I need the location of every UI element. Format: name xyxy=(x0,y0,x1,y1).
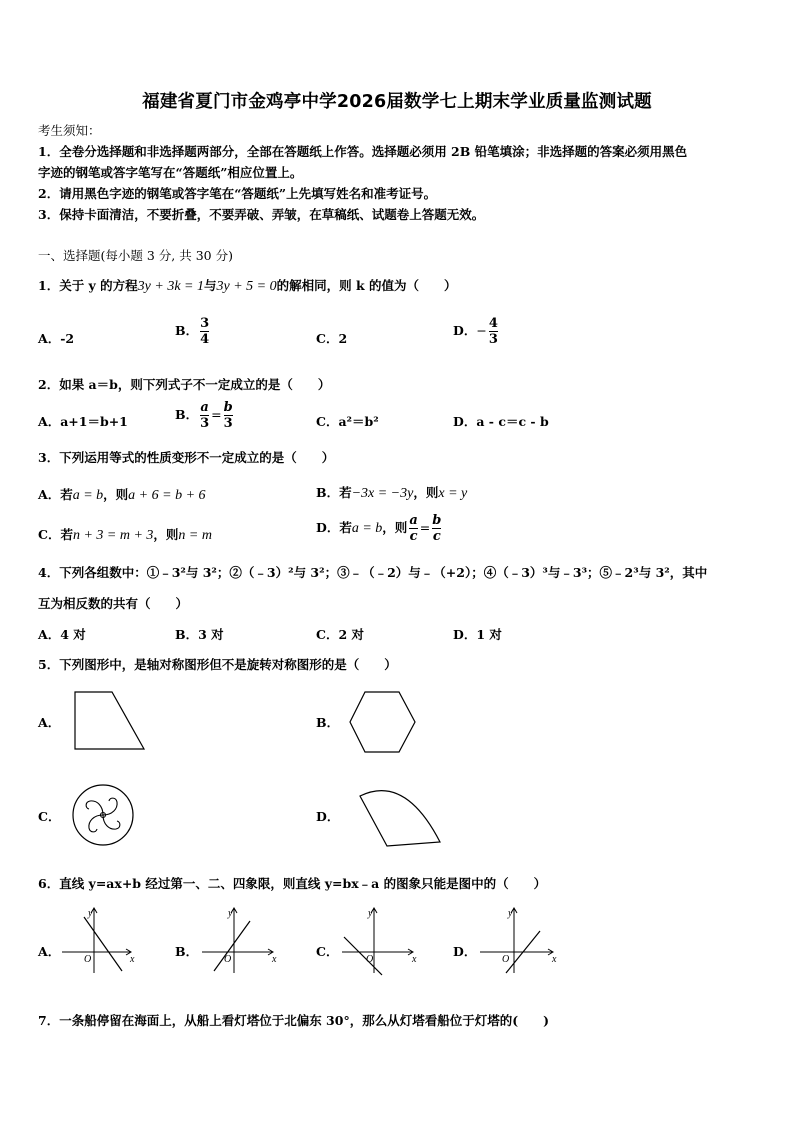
q3-b-label: B．若 xyxy=(316,485,352,500)
q6-graph-c xyxy=(338,905,420,975)
q1-option-b xyxy=(175,316,211,347)
q5-option-b-label: B． xyxy=(316,715,340,730)
q5-option-d-label: D． xyxy=(316,809,340,824)
trapezoid-figure xyxy=(70,690,150,754)
q6-option-c-label: C． xyxy=(316,944,339,959)
question-3-stem: 3．下列运用等式的性质变形不一定成立的是（ ） xyxy=(38,450,335,465)
q1-option-d xyxy=(453,316,500,347)
q3-b-mid: ，则 xyxy=(413,485,439,500)
q6-graph-a xyxy=(60,905,140,975)
origin-label: O xyxy=(366,954,374,965)
q2-b-fraction-2 xyxy=(224,400,233,431)
q2-b-label: B． xyxy=(175,407,199,422)
numerator: b xyxy=(432,513,442,528)
q3-a-math-1: a = b xyxy=(72,488,104,503)
q4-option-a: A．4 对 xyxy=(38,627,86,642)
q3-d-math-1: a = b xyxy=(351,521,383,536)
q1-d-label: D． xyxy=(453,323,477,338)
question-7-stem: 7．一条船停留在海面上，从船上看灯塔位于北偏东 30°，那么从灯塔看船位于灯塔的( ) xyxy=(38,1013,550,1028)
origin-label: O xyxy=(502,954,510,965)
numerator: 4 xyxy=(488,316,498,331)
q1-mid: 与 xyxy=(204,278,217,293)
notice-line-2: 2．请用黑色字迹的钢笔或答字笔在“答题纸”上先填写姓名和准考证号。 xyxy=(38,186,437,201)
q3-d-fraction-2 xyxy=(432,513,441,544)
q4-option-d: D．1 对 xyxy=(453,627,502,642)
question-6-stem: 6．直线 y=ax+b 经过第一、二、四象限，则直线 y=bx﹣a 的图象只能是图中的（ ） xyxy=(38,876,547,891)
notice-heading: 考生须知： xyxy=(38,123,101,138)
q3-b-math-1: −3x = −3y xyxy=(351,486,414,501)
origin-label: O xyxy=(84,954,92,965)
denominator: 3 xyxy=(223,416,233,431)
hexagon-figure xyxy=(345,690,421,756)
q6-option-d-label: D． xyxy=(453,944,477,959)
y-axis-label: y xyxy=(88,908,93,919)
q4-option-b: B．3 对 xyxy=(175,627,224,642)
q3-d-fraction-1 xyxy=(409,513,417,544)
q1-pre: 1．关于 y 的方程 xyxy=(38,278,138,293)
q1-post: 的解相同，则 k 的值为（ ） xyxy=(276,278,457,293)
denominator: 4 xyxy=(200,332,210,347)
q1-equation-2: 3y + 5 = 0 xyxy=(216,279,277,294)
notice-line-3: 3．保持卡面清洁，不要折叠，不要弄破、弄皱，在草稿纸、试题卷上答题无效。 xyxy=(38,207,485,222)
q4-option-c: C．2 对 xyxy=(316,627,364,642)
q6-graph-d xyxy=(476,905,560,975)
q2-option-d: D．a - c＝c - b xyxy=(453,414,549,429)
y-axis-label: y xyxy=(368,908,373,919)
question-4-stem-line-2: 互为相反数的共有（ ） xyxy=(38,596,189,611)
q6-graph-b xyxy=(200,905,280,975)
denominator: 3 xyxy=(200,416,210,431)
q3-d-label: D．若 xyxy=(316,520,352,535)
q6-option-b-label: B． xyxy=(175,944,199,959)
question-4-stem-line-1: 4．下列各组数中：①﹣3²与 3²；②（﹣3）²与 3²；③﹣（﹣2）与﹣（+2）；④（﹣3）³与﹣3³；⑤﹣2³与 3²，其中 xyxy=(38,565,708,580)
denominator: c xyxy=(432,529,441,544)
numerator: a xyxy=(200,400,209,415)
pinwheel-circle-figure xyxy=(70,782,136,848)
q5-option-c-label: C． xyxy=(38,809,61,824)
q3-a-mid: ，则 xyxy=(103,487,129,502)
notice-line-1a: 1．全卷分选择题和非选择题两部分，全部在答题纸上作答。选择题必须用 2B 铅笔填涂；非选择题的答案必须用黑色 xyxy=(38,144,688,159)
page-title: 福建省夏门市金鸡亭中学2026届数学七上期末学业质量监测试题 xyxy=(142,92,652,112)
q1-option-a: A．-2 xyxy=(38,331,75,346)
y-axis-label: y xyxy=(228,908,233,919)
y-axis-label: y xyxy=(508,908,513,919)
q6-option-a-label: A． xyxy=(38,944,61,959)
sector-figure xyxy=(355,782,451,848)
q1-option-c: C．2 xyxy=(316,331,348,346)
q3-c-label: C．若 xyxy=(38,527,73,542)
question-1-stem xyxy=(38,276,457,295)
q5-option-a-label: A． xyxy=(38,715,61,730)
q3-option-b xyxy=(316,483,467,502)
q3-c-math-1: n + 3 = m + 3 xyxy=(72,528,154,543)
q1-b-fraction xyxy=(200,316,209,347)
q2-option-a: A．a+1＝b+1 xyxy=(38,414,128,429)
q2-b-fraction-1 xyxy=(200,400,209,431)
denominator: 3 xyxy=(488,332,498,347)
equals-sign: = xyxy=(419,520,431,535)
q3-b-math-2: x = y xyxy=(438,486,468,501)
q3-option-c xyxy=(38,525,212,544)
q1-d-fraction xyxy=(489,316,498,347)
q3-a-math-2: a + 6 = b + 6 xyxy=(128,488,206,503)
q2-option-c: C．a²＝b² xyxy=(316,414,379,429)
x-axis-label: x xyxy=(552,954,557,965)
q3-c-math-2: n = m xyxy=(178,528,212,543)
q2-option-b xyxy=(175,400,235,431)
denominator: c xyxy=(409,529,418,544)
q1-b-label: B． xyxy=(175,323,199,338)
section-heading: 一、选择题(每小题 3 分, 共 30 分) xyxy=(38,248,233,263)
x-axis-label: x xyxy=(130,954,135,965)
q3-option-d xyxy=(316,513,443,544)
numerator: 3 xyxy=(200,316,210,331)
q3-c-mid: ，则 xyxy=(153,527,179,542)
q3-a-label: A．若 xyxy=(38,487,73,502)
origin-label: O xyxy=(224,954,232,965)
question-2-stem: 2．如果 a＝b，则下列式子不一定成立的是（ ） xyxy=(38,377,331,392)
q3-d-mid: ，则 xyxy=(382,520,408,535)
x-axis-label: x xyxy=(272,954,277,965)
q1-equation-1: 3y + 3k = 1 xyxy=(137,279,204,294)
q1-d-sign: − xyxy=(476,323,487,338)
equals-sign: = xyxy=(211,407,222,422)
notice-line-1b: 字迹的钢笔或答字笔写在“答题纸”相应位置上。 xyxy=(38,165,303,180)
q3-option-a xyxy=(38,485,206,504)
question-5-stem: 5．下列图形中，是轴对称图形但不是旋转对称图形的是（ ） xyxy=(38,657,397,672)
x-axis-label: x xyxy=(412,954,417,965)
numerator: a xyxy=(409,513,418,528)
numerator: b xyxy=(223,400,233,415)
